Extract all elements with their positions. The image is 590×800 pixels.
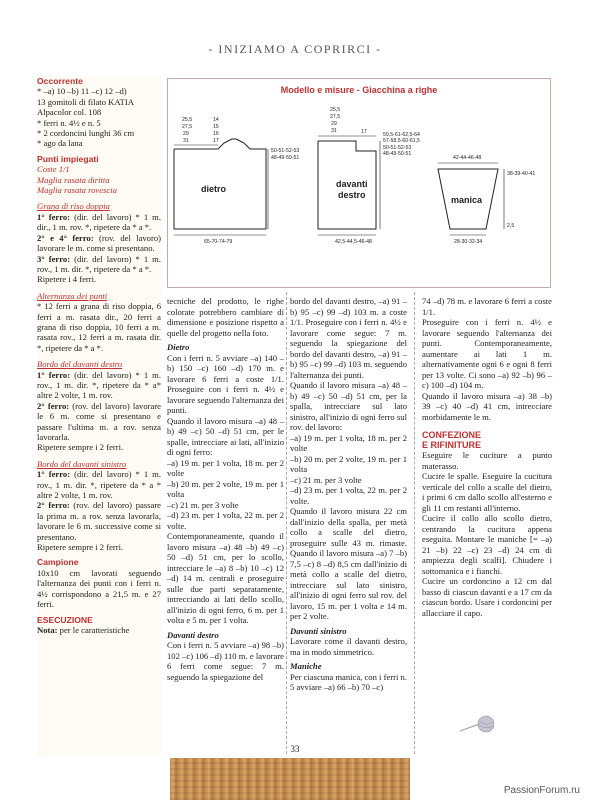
davanti-left-num-3: 29: [331, 121, 337, 127]
instruction-row: [37, 401, 161, 443]
list-item: * ago da lana: [37, 138, 83, 149]
dietro-left-num-1: 25,5: [182, 117, 193, 123]
instruction-row: [37, 442, 161, 452]
davanti-sinistro-heading: Davanti sinistro: [290, 625, 347, 636]
list-item: –a) 19 m. per 1 volta, 18 m. per 2 volte: [167, 457, 284, 478]
row-text: (rov. del lavoro) lavorare le 6 m. come si presentano e passare l'ultima m. a rov. senza lavorarla.: [37, 400, 161, 442]
dietro-right-num-4: 17: [213, 138, 219, 144]
list-item: * –a) 10 –b) 11 –c) 12 –d): [37, 86, 127, 97]
intro-text: tecniche del prodotto, le righe colorate potrebbero cambiare di dimensione e posizione rispetto a quelle del progetto nella foto.: [167, 296, 284, 338]
instruction-row: [37, 233, 161, 254]
punti-heading: Punti impiegati: [37, 153, 99, 164]
row-text: (dir. del lavoro) * 1 m. dir., 1 m. rov. *, ripetere da * a *.: [37, 211, 161, 233]
instruction-row: [37, 500, 161, 542]
row-label: 2° ferro:: [37, 500, 70, 511]
list-item: Maglia rasata diritta: [37, 174, 110, 185]
list-item: –c) 21 m. per 3 volte: [290, 474, 362, 485]
davanti-left-num-2: 27,5: [330, 114, 341, 120]
watermark: PassionForum.ru: [503, 785, 580, 796]
bordo-sinistro-instructions: [37, 469, 161, 552]
manica-bottom: 28-30-32-34: [454, 239, 483, 245]
dietro-left-num-3: 29: [183, 131, 189, 137]
confezione-text-2: Cucire le spalle. Eseguire la cucitura verticale del collo a scalle del dietro, i primi 6 cm dallo scollo all'esterno e gli 11 cm restanti all'interno.: [422, 471, 552, 513]
list-item: –b) 20 m. per 2 volte, 19 m. per 1 volta: [290, 453, 407, 474]
col3-text-2: Proseguire con i ferri n. 4½ e lavorare seguendo l'alternanza dei punti. Contemporaneamente, aumentare ai lati 1 m. alternativamente ogni 6 e ogni 8 ferri per 13 volte. Ci sono –a) 92 –b) 96 –c) 100 –d) 104 m.: [422, 317, 552, 390]
schematic-svg: [168, 79, 552, 289]
instruction-row: [37, 274, 161, 284]
davanti-left-num-4: 31: [331, 128, 337, 134]
instruction-row: [37, 254, 161, 275]
row-text: Ripetere sempre i 2 ferri.: [37, 442, 124, 453]
manica-side: 38-39-40-41: [507, 171, 536, 177]
davanti-side-top-1: 59,5-61-62,5-64: [383, 132, 420, 138]
yarn-ball-icon: [460, 713, 494, 735]
list-item: –a) 19 m. per 1 volta, 18 m. per 2 volte: [290, 432, 407, 453]
dietro-label: dietro: [201, 184, 227, 194]
dietro-text: Con i ferri n. 5 avviare –a) 140 –b) 150 –c) 160 –d) 170 m. e lavorare 6 ferri a coste 1/1. Proseguire con i ferri n. 4½ e lavorare seguendo l'alternanza dei punti.: [167, 352, 284, 415]
row-text: (dir. del lavoro) * 1 m. rov., 1 m. dir. *, ripetere da * a * altre 2 volte, 1 m. rov.: [37, 469, 161, 501]
occorrente-heading: Occorrente: [37, 76, 83, 86]
instructions-column-1: [167, 296, 284, 682]
instructions-column-2: [290, 296, 407, 693]
instruction-row: [37, 370, 161, 401]
bordo-destro-instructions: [37, 370, 161, 453]
dietro-side-1: 50-51-52-53: [271, 148, 300, 154]
dietro-text-3: Contemporaneamente, quando il lavoro misura –a) 48 –b) 49 –c) 50 –d) 51 cm, per lo scollo, intrecciare le –a) 8 –b) 10 –c) 12 –d) 14 m. centrali e proseguire sulle due parti separatamente, intrecciando ai lati dello scollo, all'inizio di ogni ferro, 6 m. per 1 volta e 5 m. per 1 volta.: [167, 531, 284, 625]
grana-instructions: [37, 212, 161, 285]
col2-text-1: bordo del davanti destro, –a) 91 –b) 95 –c) 99 –d) 103 m. a coste 1/1. Proseguire con i ferri n. 4½ e lavorare come segue: 7 m. seguendo la spiegazione del bordo del davanti destro, –a) 91 –b) 95 –c) 99 –d) 103 m. seguendo l'alternanza dei punti.: [290, 296, 407, 380]
confezione-text-1: Eseguire le cuciture a punto materasso.: [422, 450, 552, 471]
col2-text-3: Quando il lavoro misura 22 cm dall'inizio della spalla, per metà collo a scalle del dietro, proseguire sulle 43 m. rimaste. Quando il lavoro misura –a) 7 –b) 7,5 –c) 8 –d) 8,5 cm dall'inizio di metà collo a scalle del dietro, intrecciare sul lato sinistro, all'inizio di ogni ferro sul rov. del lavoro, 15 m. per 1 volta e 14 m. per 2 volte.: [290, 506, 407, 621]
punti-list: [37, 164, 161, 195]
manica-top: 42-44-46-48: [453, 155, 482, 161]
manica-depth: 2,5: [507, 223, 515, 229]
davanti-sinistro-text: Lavorare come il davanti destro, ma in modo simmetrico.: [290, 636, 407, 657]
davanti-side-bot-2: 48-49-50-51: [383, 151, 412, 157]
dietro-side-2: 48-49-50-51: [271, 155, 300, 161]
maniche-heading: Maniche: [290, 661, 322, 671]
davanti-side-top-2: 57-58,5-60-61,5: [383, 138, 420, 144]
page-number: 33: [290, 744, 300, 754]
row-text: (dir. del lavoro) * 1 m. rov., 1 m. dir. *, ripetere da * a *.: [37, 253, 161, 274]
davanti-label-1: davanti: [336, 179, 368, 189]
bordo-sinistro-heading: Bordo del davanti sinistro: [37, 458, 127, 469]
davanti-destro-text: Con i ferri n. 5 avviare –a) 98 –b) 102 –c) 106 –d) 110 m. e lavorare 6 ferri come segue: 7 m. seguendo la spiegazione del: [167, 640, 284, 682]
manica-label: manica: [451, 195, 483, 205]
alternanza-text: * 12 ferri a grana di riso doppia, 6 ferri a m. rasata dir., 20 ferri a grana di riso doppia, 10 ferri a m. rasata rov., 12 ferri a m. rasata dir. *, ripetere da * a *.: [37, 301, 161, 353]
column-divider: [414, 292, 415, 754]
occorrente-list: [37, 86, 161, 148]
instruction-row: [37, 469, 161, 500]
davanti-label-2: destro: [338, 190, 366, 200]
pattern-diagram: [167, 78, 551, 288]
row-label: 1° ferro:: [37, 211, 71, 222]
instructions-column-3: [422, 296, 552, 618]
row-text: Ripetere i 4 ferri.: [37, 274, 97, 285]
list-item: * ferri n. 4½ e n. 5: [37, 117, 101, 128]
list-item: –c) 21 m. per 3 volte: [167, 499, 239, 510]
row-label: 1° ferro:: [37, 369, 71, 380]
list-item: Maglia rasata rovescia: [37, 185, 117, 196]
row-label: 2° ferro:: [37, 400, 70, 411]
row-label: 1° ferro:: [37, 469, 71, 480]
confezione-heading-2: E RIFINITURE: [422, 440, 482, 450]
dietro-left-num-2: 27,5: [182, 124, 193, 130]
instruction-row: [37, 542, 161, 552]
diagram-title: Modello e misure - Giacchina a righe: [280, 85, 438, 95]
alternanza-heading: Alternanza dei punti: [37, 290, 108, 301]
materials-sidebar: [37, 76, 161, 756]
row-text: (dir. del lavoro) * 1 m. rov., 1 m. dir. *, ripetere da * a* altre 2 volte, 1 m. rov.: [37, 369, 161, 401]
davanti-shoulder-list: [290, 433, 407, 507]
nota-label: Nota:: [37, 624, 58, 635]
dietro-heading: Dietro: [167, 342, 190, 352]
col3-text-3: Quando il lavoro misura –a) 38 –b) 39 –c) 40 –d) 41 cm, intrecciare morbidamente le m.: [422, 390, 552, 422]
page-header: - INIZIAMO A COPRIRCI -: [208, 42, 382, 56]
maniche-text: Per ciascuna manica, con i ferri n. 5 avviare –a) 66 –b) 70 –c): [290, 671, 407, 692]
knit-texture-image: [170, 758, 410, 800]
esecuzione-heading: ESECUZIONE: [37, 614, 93, 625]
dietro-shoulder-list: [167, 458, 284, 532]
dietro-text-2: Quando il lavoro misura –a) 48 –b) 49 –c) 50 –d) 51 cm, per le spalle, intrecciare ai lati, all'inizio di ogni ferro:: [167, 415, 284, 457]
davanti-top-num: 17: [361, 129, 367, 135]
col2-text-2: Quando il lavoro misura –a) 48 –b) 49 –c) 50 –d) 51 cm, per la spalla, intrecciare sul lato sinistro, all'inizio di ogni ferro sul rov. del lavoro:: [290, 380, 407, 432]
list-item: Alpacolor col. 108: [37, 107, 102, 118]
davanti-left-num-1: 25,5: [330, 107, 341, 113]
dietro-right-num-1: 14: [213, 117, 219, 123]
col3-text-1: 74 –d) 78 m. e lavorare 6 ferri a coste 1/1.: [422, 296, 552, 317]
campione-text: 10x10 cm lavorati seguendo l'alternanza dei punti con i ferri n. 4½ corrispondono a 21,5 m. e 27 ferri.: [37, 567, 161, 610]
row-text: (rov. del lavoro) lavorare le m. come si presentano.: [37, 232, 161, 254]
list-item: –b) 20 m. per 2 volte, 19 m. per 1 volta: [167, 478, 284, 499]
list-item: * 2 cordoncini lunghi 36 cm: [37, 128, 135, 139]
confezione-heading-1: CONFEZIONE: [422, 430, 482, 440]
confezione-text-3: Cucire il collo allo scollo dietro, centrando la cucitura appena eseguita. Montare le maniche [= –a) 21 –b) 22 –c) 23 –d) 24 cm di ampiezza degli scalfi]. Chiudere i sottomanica e i fianchi.: [422, 513, 552, 576]
list-item: –d) 23 m. per 1 volta, 22 m. per 2 volte.: [290, 485, 407, 506]
instruction-row: [37, 212, 161, 233]
list-item: Coste 1/1: [37, 164, 70, 175]
column-divider: [286, 292, 287, 754]
confezione-text-4: Cucire un cordoncino a 12 cm dal basso di ciascun davanti e a 17 cm da ciascun bordo. Usare i cordoncini per allacciare il capo.: [422, 576, 552, 618]
davanti-bottom: 42,5-44,5-46-48: [335, 239, 372, 245]
campione-heading: Campione: [37, 557, 79, 568]
row-label: 3° ferro:: [37, 253, 71, 264]
list-item: –d) 23 m. per 1 volta, 22 m. per 2 volte.: [167, 510, 284, 531]
row-text: (rov. del lavoro) passare la prima m. a rov. senza lavorarla, lavorare le 6 m. successive come si presentano.: [37, 500, 161, 542]
list-item: 13 gomitoli di filato KATIA: [37, 96, 134, 107]
row-label: 2° e 4° ferro:: [37, 232, 94, 243]
bordo-destro-heading: Bordo del davanti destro: [37, 359, 123, 370]
dietro-bottom: 65-70-74-79: [204, 239, 233, 245]
esecuzione-note: [37, 625, 161, 635]
dietro-right-num-2: 15: [213, 124, 219, 130]
row-text: Ripetere sempre i 2 ferri.: [37, 542, 124, 553]
dietro-right-num-3: 16: [213, 131, 219, 137]
davanti-destro-heading: Davanti destro: [167, 629, 219, 640]
dietro-left-num-4: 31: [183, 138, 189, 144]
nota-text: per le caratteristiche: [57, 624, 130, 635]
grana-heading: Grana di riso doppia: [37, 201, 110, 212]
davanti-side-bot-1: 50-51-52-53: [383, 145, 412, 151]
